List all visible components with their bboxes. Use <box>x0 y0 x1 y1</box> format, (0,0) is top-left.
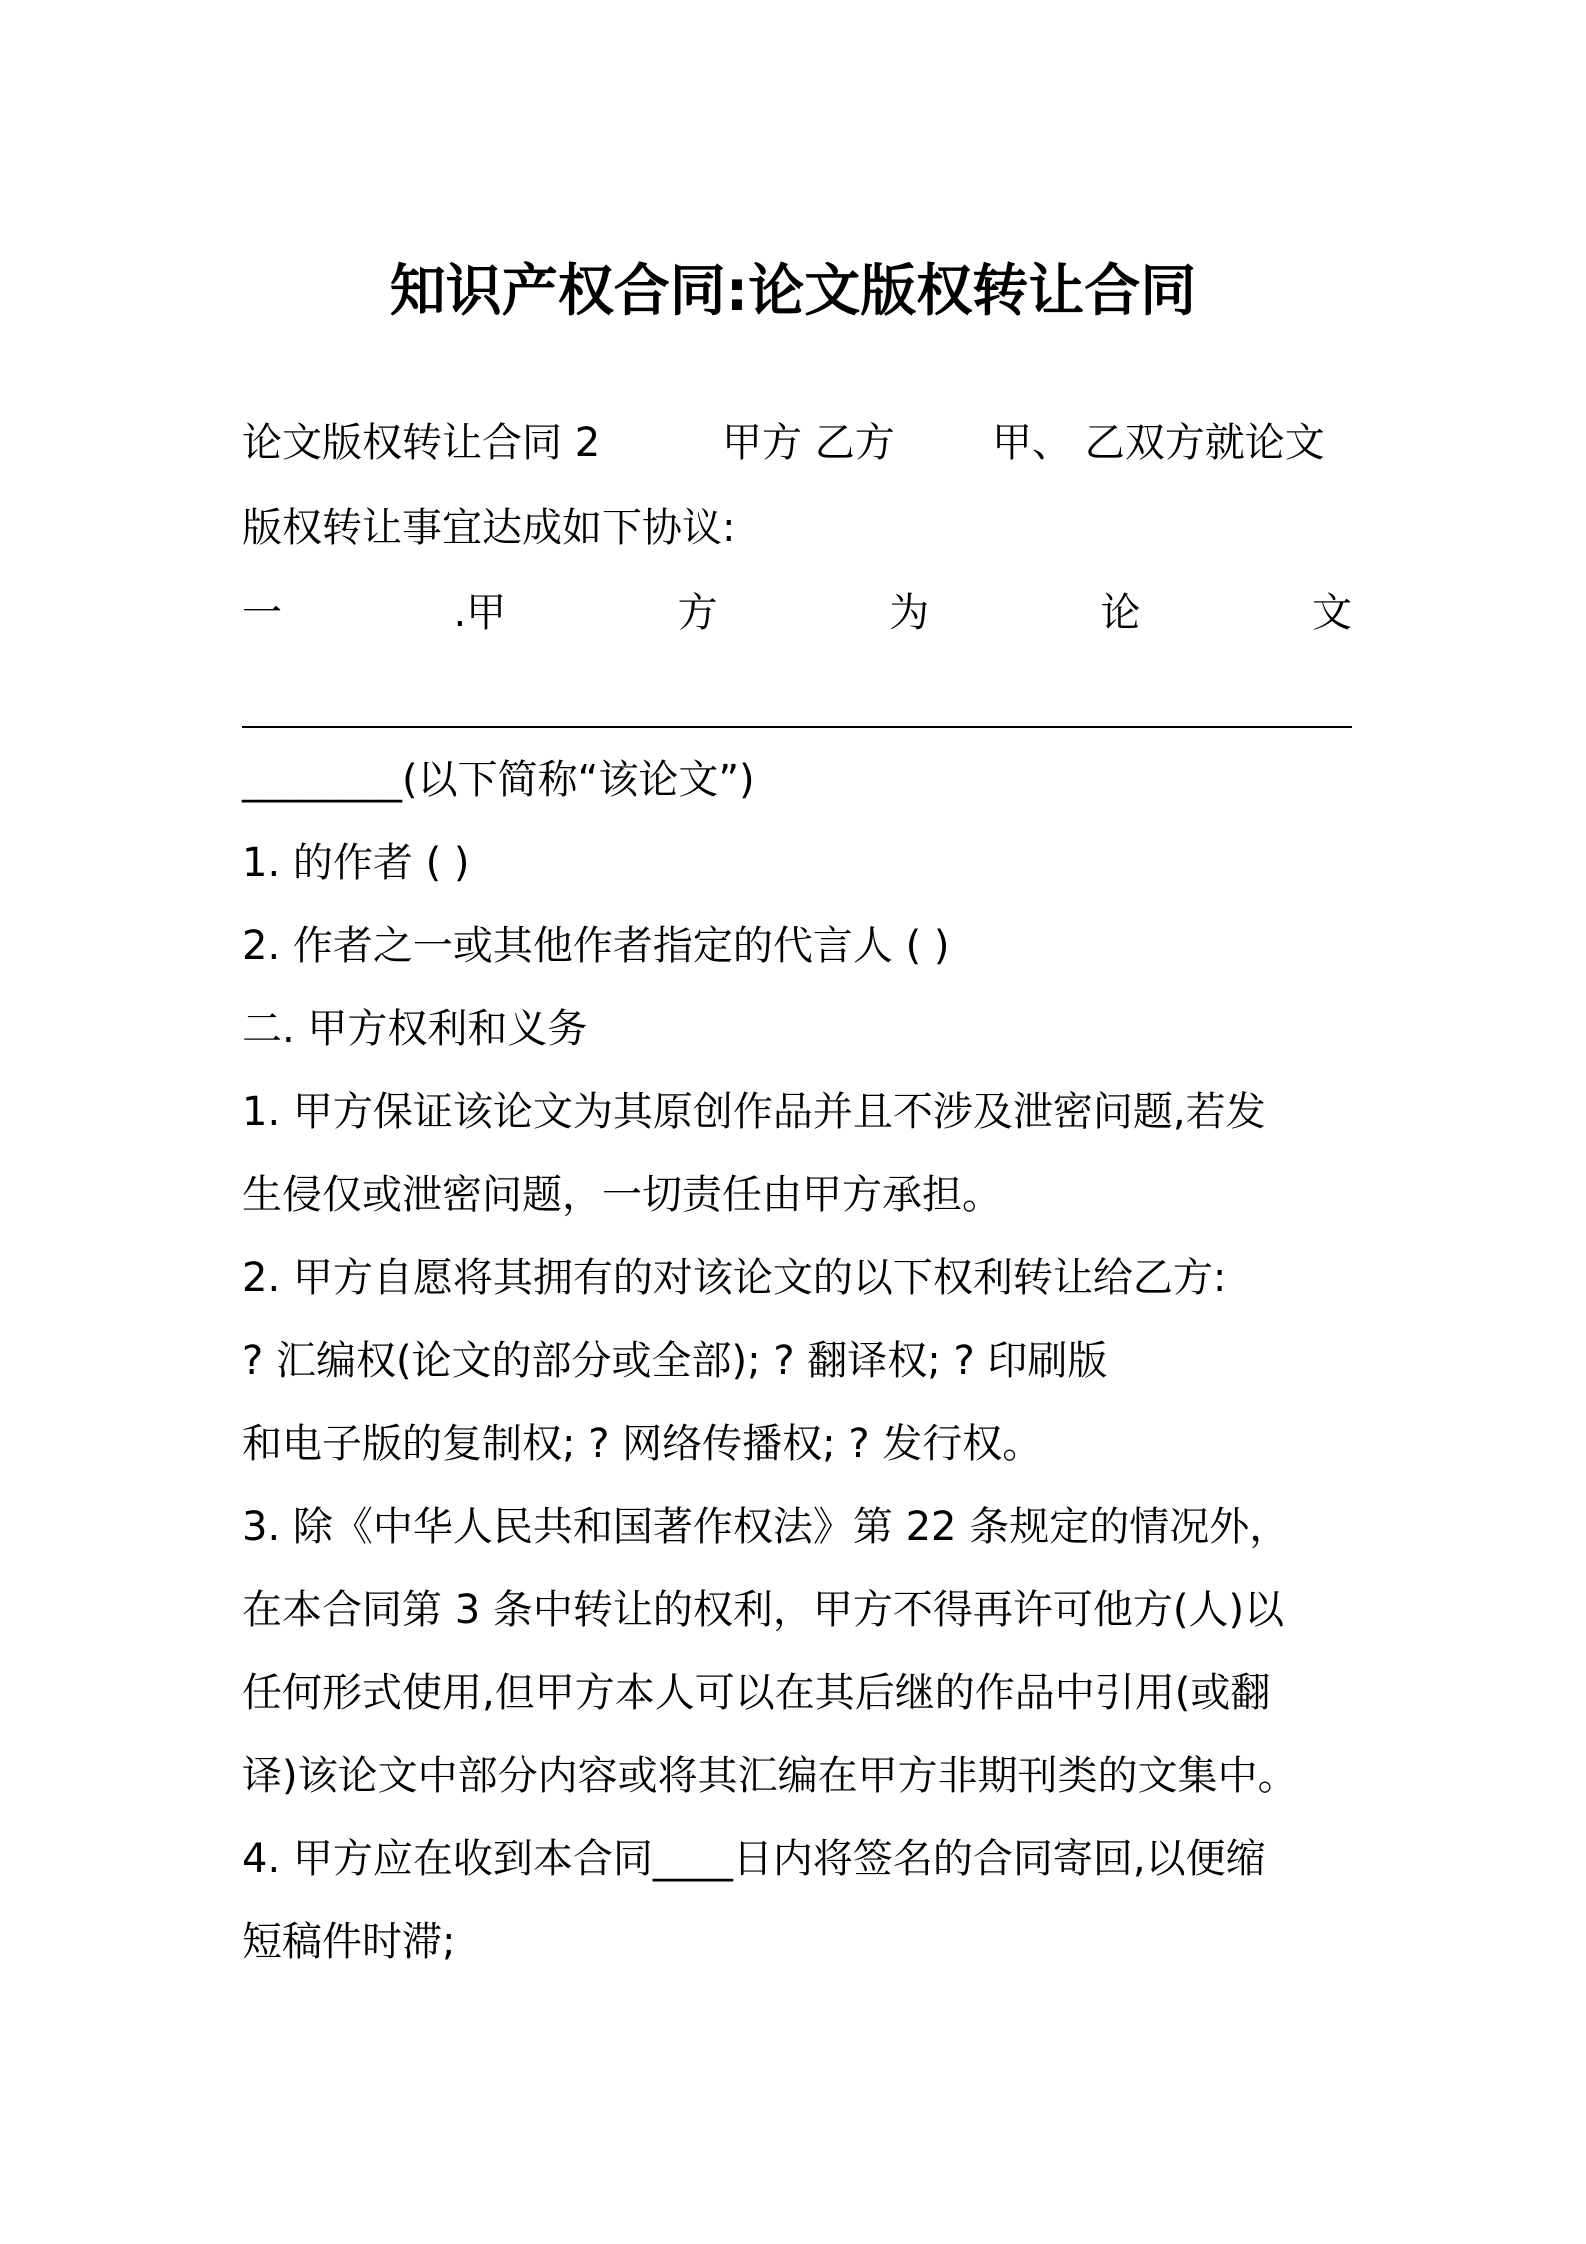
heading-char: 文 <box>1311 590 1352 636</box>
section-2-heading: 二. 甲方权利和义务 <box>242 1006 588 1052</box>
paragraph-line: 4. 甲方应在收到本合同____日内将签名的合同寄回,以便缩 <box>242 1836 1266 1882</box>
heading-char: .甲 <box>453 590 507 636</box>
heading-char: 为 <box>889 590 930 636</box>
paragraph-line: 生侵仅或泄密问题，一切责任由甲方承担。 <box>242 1172 1002 1218</box>
section-1-item-1: 1. 的作者 ( ) <box>242 840 470 886</box>
paragraph-line: 1. 甲方保证该论文为其原创作品并且不涉及泄密问题,若发 <box>242 1089 1266 1135</box>
paragraph-line: 和电子版的复制权; ? 网络传播权; ? 发行权。 <box>242 1421 1043 1467</box>
paragraph-line: 任何形式使用,但甲方本人可以在其后继的作品中引用(或翻 <box>242 1670 1271 1716</box>
paragraph-line: 3. 除《中华人民共和国著作权法》第 22 条规定的情况外， <box>242 1504 1290 1550</box>
blank-fill-line <box>242 726 1352 728</box>
section-1-item-2: 2. 作者之一或其他作者指定的代言人 ( ) <box>242 923 950 969</box>
heading-char: 一 <box>242 590 282 636</box>
paragraph-line: 译)该论文中部分内容或将其汇编在甲方非期刊类的文集中。 <box>242 1753 1298 1799</box>
intro-text-a: 论文版权转让合同 2 <box>242 420 601 466</box>
paragraph-line: ? 汇编权(论文的部分或全部); ? 翻译权; ? 印刷版 <box>242 1338 1108 1384</box>
page-title: 知识产权合同:论文版权转让合同 <box>389 259 1197 324</box>
paragraph-line: 在本合同第 3 条中转让的权利，甲方不得再许可他方(人)以 <box>242 1587 1285 1633</box>
heading-char: 论 <box>1100 590 1141 636</box>
heading-char: 方 <box>677 590 718 636</box>
paragraph-line: 2. 甲方自愿将其拥有的对该论文的以下权利转让给乙方: <box>242 1255 1227 1301</box>
intro-line-2: 版权转让事宜达成如下协议: <box>242 505 736 551</box>
paragraph-line: 短稿件时滞; <box>242 1919 456 1965</box>
section-1-heading <box>242 584 1352 642</box>
intro-text-c: 甲、 乙双方就论文 <box>992 420 1325 466</box>
intro-text-b: 甲方 乙方 <box>722 420 895 466</box>
section-1-blank-line: ________(以下简称“该论文”) <box>242 757 755 803</box>
